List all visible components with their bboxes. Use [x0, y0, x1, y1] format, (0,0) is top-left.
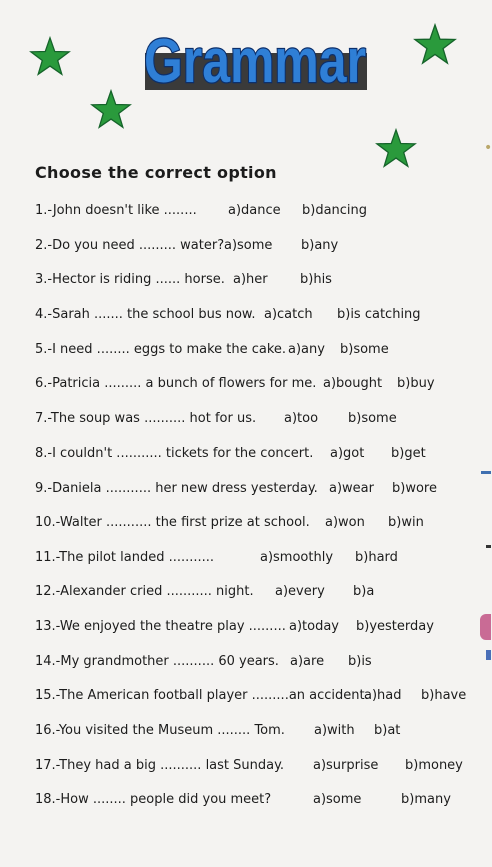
option-a[interactable]: a)dance: [228, 203, 281, 218]
option-a[interactable]: a)are: [290, 654, 325, 669]
question-row: [0, 238, 491, 260]
option-b[interactable]: b)dancing: [302, 203, 368, 218]
question-text: 5.-I need ........ eggs to make the cake.: [35, 342, 287, 357]
option-b[interactable]: b)is catching: [337, 307, 421, 322]
instruction-heading: Choose the correct option: [35, 163, 277, 182]
option-b[interactable]: b)his: [300, 272, 332, 287]
star-icon: [90, 90, 132, 132]
question-text: 2.-Do you need ......... water?: [35, 238, 225, 253]
question-row: [0, 619, 491, 641]
option-b[interactable]: b)a: [353, 584, 375, 599]
question-row: [0, 272, 491, 294]
question-text: 12.-Alexander cried ........... night.: [35, 584, 254, 599]
star-icon: [413, 24, 457, 68]
option-b[interactable]: b)have: [421, 688, 467, 703]
question-text: 6.-Patricia ......... a bunch of flowers for me.: [35, 376, 317, 391]
question-text: 17.-They had a big .......... last Sunday.: [35, 758, 285, 773]
option-a[interactable]: a)smoothly: [260, 550, 334, 565]
option-a[interactable]: a)wear: [329, 481, 374, 496]
option-a[interactable]: a)every: [275, 584, 325, 599]
question-row: [0, 446, 491, 468]
edge-fragment: [481, 471, 491, 474]
question-row: [0, 792, 491, 814]
question-row: [0, 688, 491, 710]
option-b[interactable]: b)yesterday: [356, 619, 434, 634]
option-a[interactable]: a)too: [284, 411, 319, 426]
option-b[interactable]: b)many: [401, 792, 451, 807]
option-b[interactable]: b)money: [405, 758, 463, 773]
option-a[interactable]: a)with: [314, 723, 355, 738]
option-a[interactable]: a)any: [288, 342, 325, 357]
option-b[interactable]: b)buy: [397, 376, 435, 391]
question-text: 9.-Daniela ........... her new dress yesterday.: [35, 481, 318, 496]
question-row: [0, 481, 491, 503]
option-a[interactable]: a)got: [330, 446, 365, 461]
question-row: [0, 723, 491, 745]
question-row: [0, 342, 491, 364]
edge-fragment: [480, 614, 491, 640]
star-icon: [29, 37, 71, 79]
option-b[interactable]: b)some: [340, 342, 389, 357]
option-b[interactable]: b)wore: [392, 481, 437, 496]
edge-fragment: •: [484, 140, 492, 156]
option-b[interactable]: b)some: [348, 411, 397, 426]
option-b[interactable]: b)at: [374, 723, 401, 738]
question-row: [0, 758, 491, 780]
title-text: Grammar: [144, 27, 366, 96]
option-a[interactable]: a)some: [224, 238, 273, 253]
option-b[interactable]: b)any: [301, 238, 339, 253]
question-row: [0, 584, 491, 606]
question-text: 10.-Walter ........... the first prize at school.: [35, 515, 310, 530]
question-text: 13.-We enjoyed the theatre play .........: [35, 619, 286, 634]
option-a[interactable]: a)had: [364, 688, 402, 703]
option-a[interactable]: a)her: [233, 272, 268, 287]
option-a[interactable]: a)some: [313, 792, 362, 807]
question-text: 18.-How ........ people did you meet?: [35, 792, 272, 807]
option-a[interactable]: a)bought: [323, 376, 383, 391]
question-row: [0, 515, 491, 537]
question-text: 7.-The soup was .......... hot for us.: [35, 411, 257, 426]
question-text: 15.-The American football player .........an accident.: [35, 688, 369, 703]
question-text: 8.-I couldn't ........... tickets for the concert.: [35, 446, 314, 461]
option-a[interactable]: a)catch: [264, 307, 313, 322]
question-row: [0, 307, 491, 329]
question-text: 3.-Hector is riding ...... horse.: [35, 272, 225, 287]
edge-fragment: [486, 650, 491, 660]
option-a[interactable]: a)today: [289, 619, 340, 634]
option-b[interactable]: b)get: [391, 446, 426, 461]
question-row: [0, 376, 491, 398]
question-text: 14.-My grandmother .......... 60 years.: [35, 654, 279, 669]
question-row: [0, 411, 491, 433]
question-text: 16.-You visited the Museum ........ Tom.: [35, 723, 285, 738]
option-a[interactable]: a)surprise: [313, 758, 379, 773]
question-row: [0, 654, 491, 676]
edge-fragment: [486, 545, 491, 548]
question-text: 11.-The pilot landed ...........: [35, 550, 215, 565]
option-b[interactable]: b)win: [388, 515, 424, 530]
option-b[interactable]: b)is: [348, 654, 372, 669]
question-row: [0, 550, 491, 572]
option-b[interactable]: b)hard: [355, 550, 398, 565]
option-a[interactable]: a)won: [325, 515, 365, 530]
question-row: [0, 203, 491, 225]
page-title: [139, 22, 371, 96]
star-icon: [375, 129, 417, 171]
question-text: 1.-John doesn't like ........: [35, 203, 197, 218]
question-text: 4.-Sarah ....... the school bus now.: [35, 307, 256, 322]
